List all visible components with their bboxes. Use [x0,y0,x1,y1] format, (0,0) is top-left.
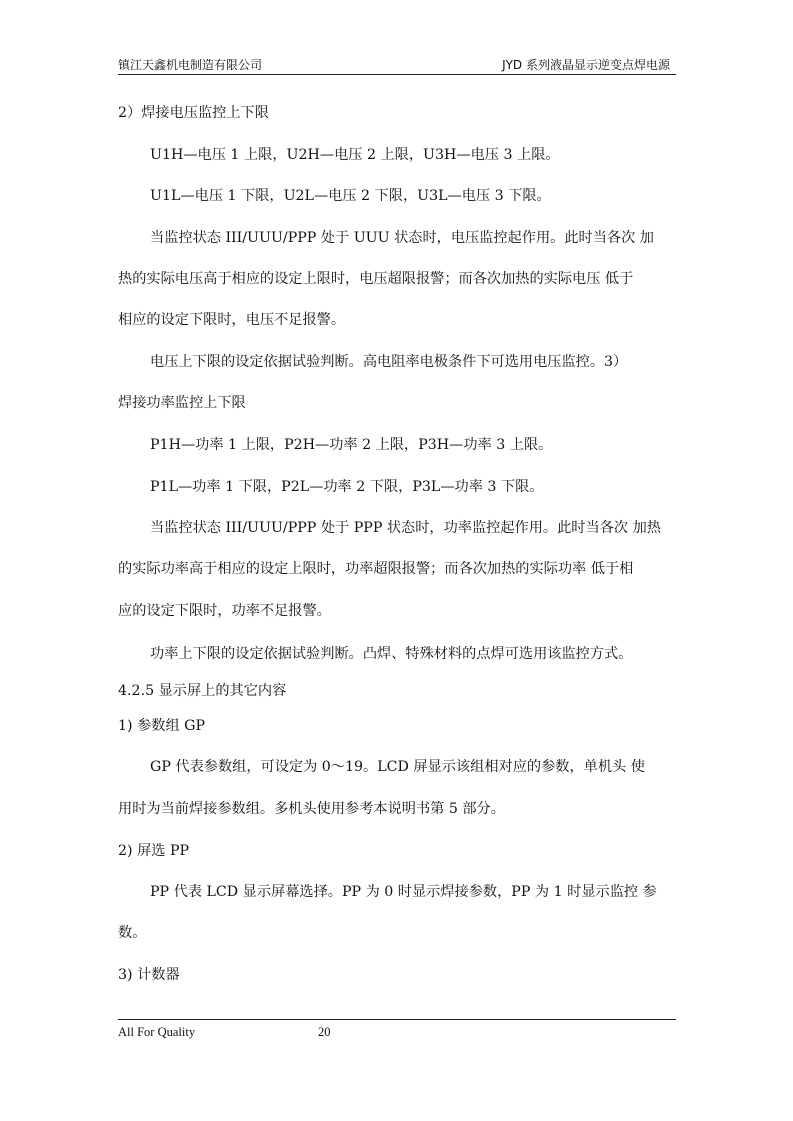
header-company: 镇江天鑫机电制造有限公司 [118,58,263,72]
paragraph-pp-line2: 数。 [118,925,147,941]
paragraph-pp-line1: PP 代表 LCD 显示屏幕选择。PP 为 0 时显示焊接参数，PP 为 1 时显示监控 参 [150,884,657,900]
subheading-parameter-group: 1) 参数组 GP [118,718,206,734]
paragraph-voltage-note: 电压上下限的设定依据试验判断。高电阻率电极条件下可选用电压监控。3） [150,354,628,370]
paragraph-power-lower: P1L—功率 1 下限，P2L—功率 2 下限，P3L—功率 3 下限。 [150,479,544,495]
paragraph-voltage-desc-line2: 热的实际电压高于相应的设定上限时，电压超限报警；而各次加热的实际电压 低于 [118,271,634,287]
header-rule [118,74,676,75]
paragraph-voltage-desc-line3: 相应的设定下限时，电压不足报警。 [118,312,346,328]
paragraph-voltage-desc-line1: 当监控状态 III/UUU/PPP 处于 UUU 状态时，电压监控起作用。此时当各次 加 [150,230,654,246]
paragraph-power-desc-line3: 应的设定下限时，功率不足报警。 [118,603,331,619]
header-product: JYD 系列液晶显示逆变点焊电源 [502,58,670,72]
section-heading-voltage-limits: 2）焊接电压监控上下限 [118,105,269,121]
paragraph-gp-line2: 用时为当前焊接参数组。多机头使用参考本说明书第 5 部分。 [118,801,505,817]
section-heading-power-limits: 焊接功率监控上下限 [118,395,246,411]
paragraph-gp-line1: GP 代表参数组，可设定为 0～19。LCD 屏显示该组相对应的参数，单机头 使 [150,759,645,775]
paragraph-voltage-upper: U1H—电压 1 上限，U2H—电压 2 上限，U3H—电压 3 上限。 [150,147,560,163]
subheading-counter: 3) 计数器 [118,967,180,983]
paragraph-power-desc-line2: 的实际功率高于相应的设定上限时，功率超限报警；而各次加热的实际功率 低于相 [118,561,634,577]
footer-page-number: 20 [318,1025,331,1039]
paragraph-power-upper: P1H—功率 1 上限，P2H—功率 2 上限，P3H—功率 3 上限。 [150,437,553,453]
paragraph-power-note: 功率上下限的设定依据试验判断。凸焊、特殊材料的点焊可选用该监控方式。 [150,646,633,662]
page-header [118,56,676,73]
paragraph-voltage-lower: U1L—电压 1 下限，U2L—电压 2 下限，U3L—电压 3 下限。 [150,188,551,204]
paragraph-power-desc-line1: 当监控状态 III/UUU/PPP 处于 PPP 状态时，功率监控起作用。此时当各次 加热 [150,520,661,536]
footer-rule [118,1019,676,1020]
footer-slogan: All For Quality [118,1025,196,1039]
section-heading-4-2-5: 4.2.5 显示屏上的其它内容 [118,683,287,699]
subheading-screen-select: 2) 屏选 PP [118,843,190,859]
